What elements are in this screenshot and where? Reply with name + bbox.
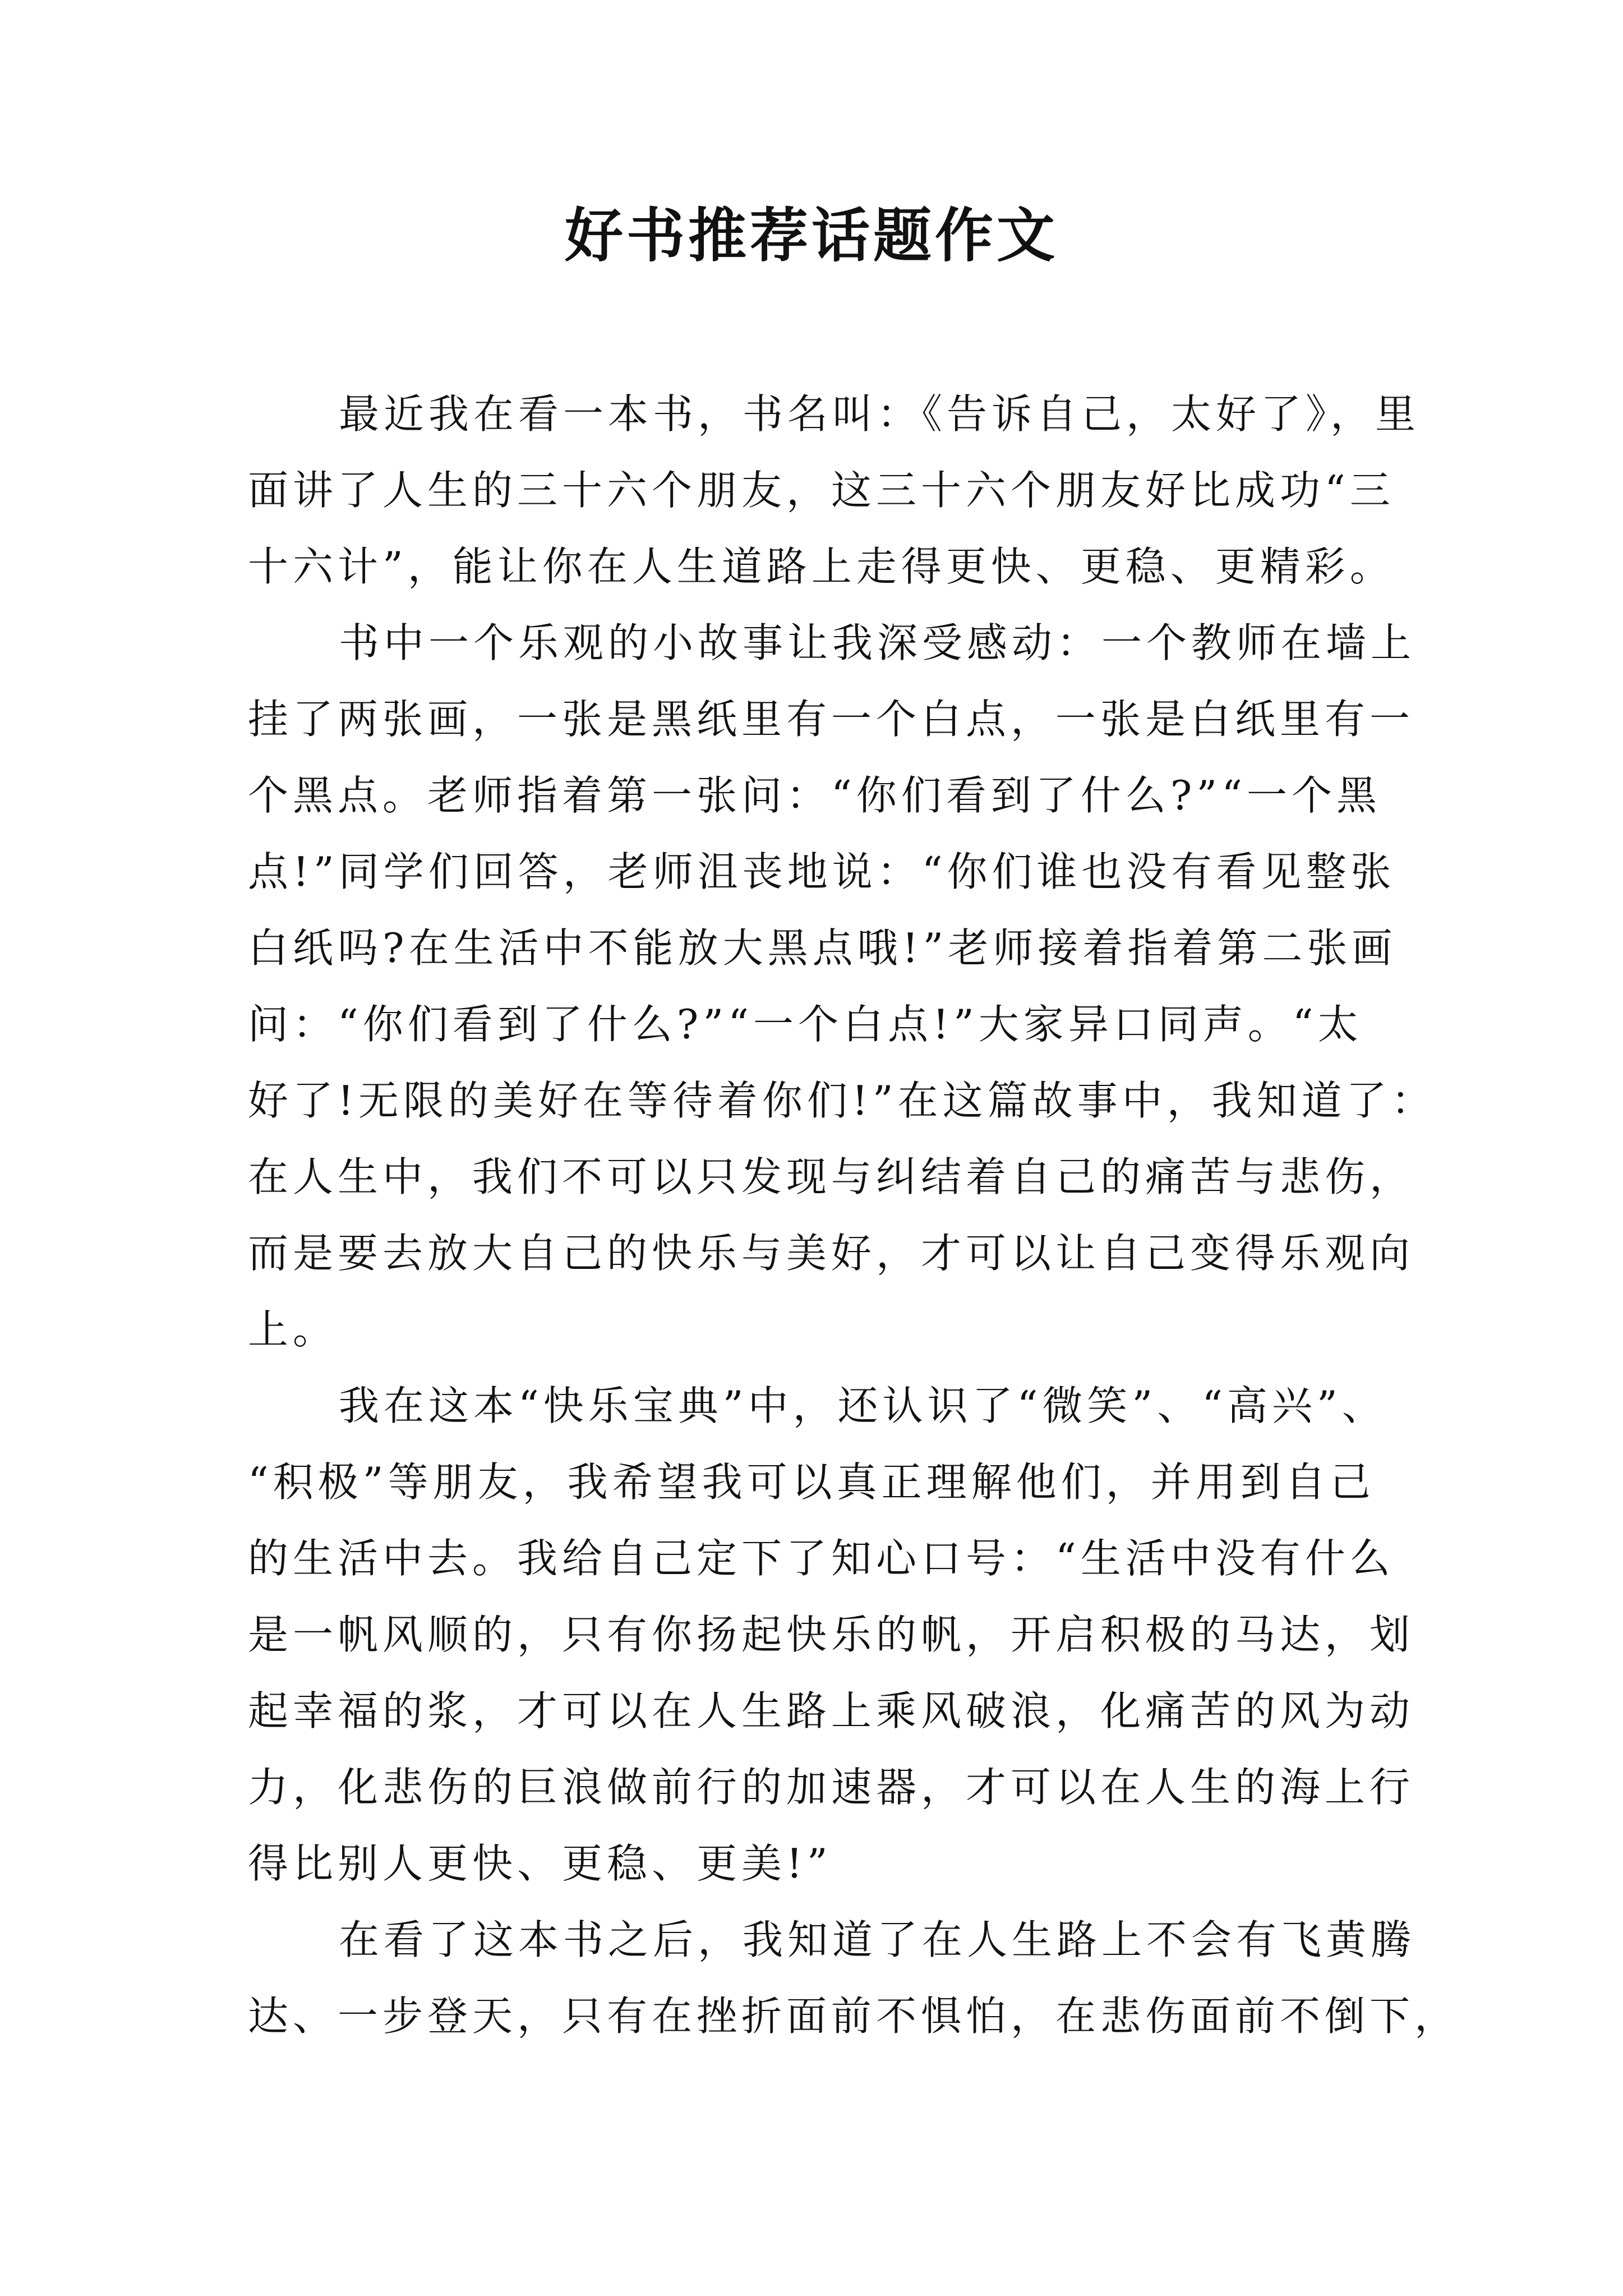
- paragraph-2-line-3: 个黑点。老师指着第一张问：“你们看到了什么?”“一个黑: [248, 772, 1382, 819]
- paragraph-2-line-10: 上。: [248, 1306, 338, 1353]
- paragraph-1-line-3: 十六计”，能让你在人生道路上走得更快、更稳、更精彩。: [248, 543, 1395, 590]
- paragraph-3-line-5: 起幸福的浆，才可以在人生路上乘风破浪，化痛苦的风为动: [248, 1687, 1415, 1734]
- paragraph-1-line-1: 最近我在看一本书，书名叫：《告诉自己，太好了》，里: [339, 390, 1421, 438]
- paragraph-3-line-4: 是一帆风顺的，只有你扬起快乐的帆，开启积极的马达，划: [248, 1611, 1415, 1658]
- paragraph-2-line-5: 白纸吗?在生活中不能放大黑点哦!”老师接着指着第二张画: [248, 924, 1397, 972]
- paragraph-4-line-2: 达、一步登天，只有在挫折面前不惧怕，在悲伤面前不倒下，: [248, 1993, 1460, 2040]
- paragraph-3-line-3: 的生活中去。我给自己定下了知心口号：“生活中没有什么: [248, 1535, 1395, 1582]
- paragraph-2-line-7: 好了!无限的美好在等待着你们!”在这篇故事中，我知道了：: [248, 1077, 1436, 1124]
- paragraph-4-line-1: 在看了这本书之后，我知道了在人生路上不会有飞黄腾: [339, 1916, 1416, 1963]
- document-title: 好书推荐话题作文: [564, 201, 1058, 270]
- paragraph-3-line-1: 我在这本“快乐宝典”中，还认识了“微笑”、“高兴”、: [339, 1382, 1387, 1429]
- paragraph-2-line-6: 问：“你们看到了什么?”“一个白点!”大家异口同声。“太: [248, 1001, 1363, 1048]
- paragraph-2-line-8: 在人生中，我们不可以只发现与纠结着自己的痛苦与悲伤，: [248, 1153, 1415, 1200]
- essay-body: [248, 376, 1460, 2054]
- paragraph-2-line-2: 挂了两张画，一张是黑纸里有一个白点，一张是白纸里有一: [248, 696, 1415, 743]
- paragraph-2-line-1: 书中一个乐观的小故事让我深受感动：一个教师在墙上: [339, 619, 1416, 666]
- paragraph-2-line-9: 而是要去放大自己的快乐与美好，才可以让自己变得乐观向: [248, 1230, 1415, 1277]
- paragraph-3-line-6: 力，化悲伤的巨浪做前行的加速器，才可以在人生的海上行: [248, 1764, 1415, 1811]
- paragraph-2-line-4: 点!”同学们回答，老师沮丧地说：“你们谁也没有看见整张: [248, 848, 1396, 895]
- paragraph-3-line-2: “积极”等朋友，我希望我可以真正理解他们，并用到自己: [248, 1458, 1375, 1506]
- paragraph-3-line-7: 得比别人更快、更稳、更美!”: [248, 1840, 832, 1887]
- paragraph-1-line-2: 面讲了人生的三十六个朋友，这三十六个朋友好比成功“三: [248, 467, 1395, 514]
